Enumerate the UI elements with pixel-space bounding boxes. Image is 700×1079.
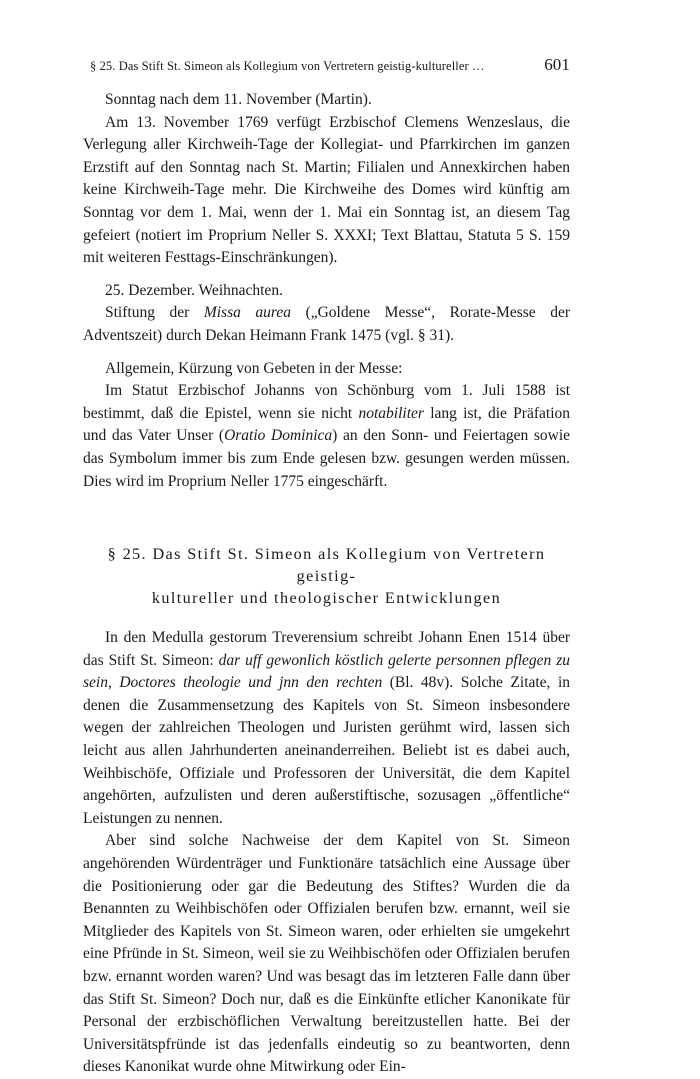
paragraph: Aber sind solche Nachweise der dem Kapitel von St. Simeon angehörenden Würdenträger und Funktionäre tatsächlich eine Aussage über die Positionierung oder gar die Bedeutung des Stiftes? Wurden die da Benannten zu Weihbischöfen oder Offizialen berufen bzw. ernannt, weil sie Mitglieder des Kapitels von St. Simeon waren, oder erhielten sie umgekehrt eine Pfründe in St. Simeon, weil sie zu Weihbischöfen oder Offizialen berufen bzw. ernannt worden waren? Und was besagt das im letzteren Falle dann über das Stift St. Simeon? Doch nur, daß es die Einkünfte etlicher Kanonikate für Personal der erzbischöflichen Verwaltung bereitzustellen hatte. Bei der Universitätspfründe ist das jedenfalls eindeutig so zu beantworten, denn dieses Kanonikat wurde ohne Mitwirkung oder Ein- bbox=[83, 832, 570, 1076]
paragraph bbox=[83, 302, 570, 347]
latin-term: notabiliter bbox=[358, 404, 424, 422]
section-heading-line: kultureller und theologischer Entwicklungen bbox=[151, 589, 502, 608]
paragraph: Allgemein, Kürzung von Gebeten in der Messe: bbox=[105, 359, 403, 377]
text-run: Im Statut Erzbischof Johanns von Schönburg vom 1. Juli 1588 ist bestimmt, daß die Epistel, wenn sie nicht bbox=[83, 382, 570, 422]
running-title: § 25. Das Stift St. Simeon als Kollegium von Vertretern geistig-kultureller … bbox=[90, 59, 485, 73]
text-run: In den Medulla gestorum Treverensium schreibt Johann Enen 1514 über das Stift St. Simeon: bbox=[83, 629, 570, 669]
spacer bbox=[83, 493, 570, 543]
paragraph bbox=[83, 380, 570, 493]
section-heading-line: § 25. Das Stift St. Simeon als Kollegium von Vertretern geistig- bbox=[107, 545, 546, 586]
quotation: dar uff gewonlich köstlich gelerte personnen pflegen zu sein, Doctores theologie und jnn den rechten bbox=[83, 651, 570, 692]
spacer bbox=[83, 270, 570, 280]
text-run: ) an den Sonn- und Feiertagen sowie das Symbolum immer bis zum Ende gelesen bzw. gesungen werden müssen. Dies wird im Proprium Neller 1775 eingeschärft. bbox=[83, 427, 571, 490]
section-heading bbox=[83, 543, 570, 609]
latin-term: Missa aurea bbox=[203, 304, 292, 322]
paragraph: Sonntag nach dem 11. November (Martin). bbox=[105, 91, 372, 108]
page-body bbox=[83, 89, 570, 1079]
paragraph bbox=[83, 627, 570, 830]
paragraph: 25. Dezember. Weihnachten. bbox=[105, 281, 283, 299]
text-run: (Bl. 48v). Solche Zitate, in denen die Zusammensetzung des Kapitels von St. Simeon insbesondere wegen der zahlreichen Theologen und Juristen gerühmt wird, lassen sich leicht aus allen Jahrhunderten aneinanderreihen. Beliebt ist es dabei auch, Weihbischöfe, Offiziale und Professoren der Universität, die dem Kapitel angehörten, aufzulisten und deren außerstiftische, sozusagen „öffentliche“ Leistungen zu nennen. bbox=[83, 674, 571, 827]
latin-term: Oratio Dominica bbox=[224, 427, 333, 445]
text-run: lang ist, die Präfation und das Vater Unser ( bbox=[83, 404, 570, 445]
page-number: 601 bbox=[544, 55, 570, 74]
spacer bbox=[83, 348, 570, 358]
text-run: Stiftung der bbox=[105, 304, 204, 322]
paragraph: Am 13. November 1769 verfügt Erzbischof Clemens Wenzeslaus, die Verlegung aller Kirchweih-Tage der Kollegiat- und Pfarrkirchen im ganzen Erzstift auf den Sonntag nach St. Martin; Filialen und Annexkirchen haben keine Kirchweih-Tage mehr. Die Kirchweihe des Domes wird künftig am Sonntag vor dem 1. Mai, wenn der 1. Mai ein Sonntag ist, an diesem Tag gefeiert (notiert im Proprium Neller S. XXXI; Text Blattau, Statuta 5 S. 159 mit weiteren Festtags-Einschränkungen). bbox=[83, 113, 570, 267]
text-run: („Goldene Messe“, Rorate-Messe der Adventszeit) durch Dekan Heimann Frank 1475 (vgl. § 31). bbox=[83, 304, 570, 344]
